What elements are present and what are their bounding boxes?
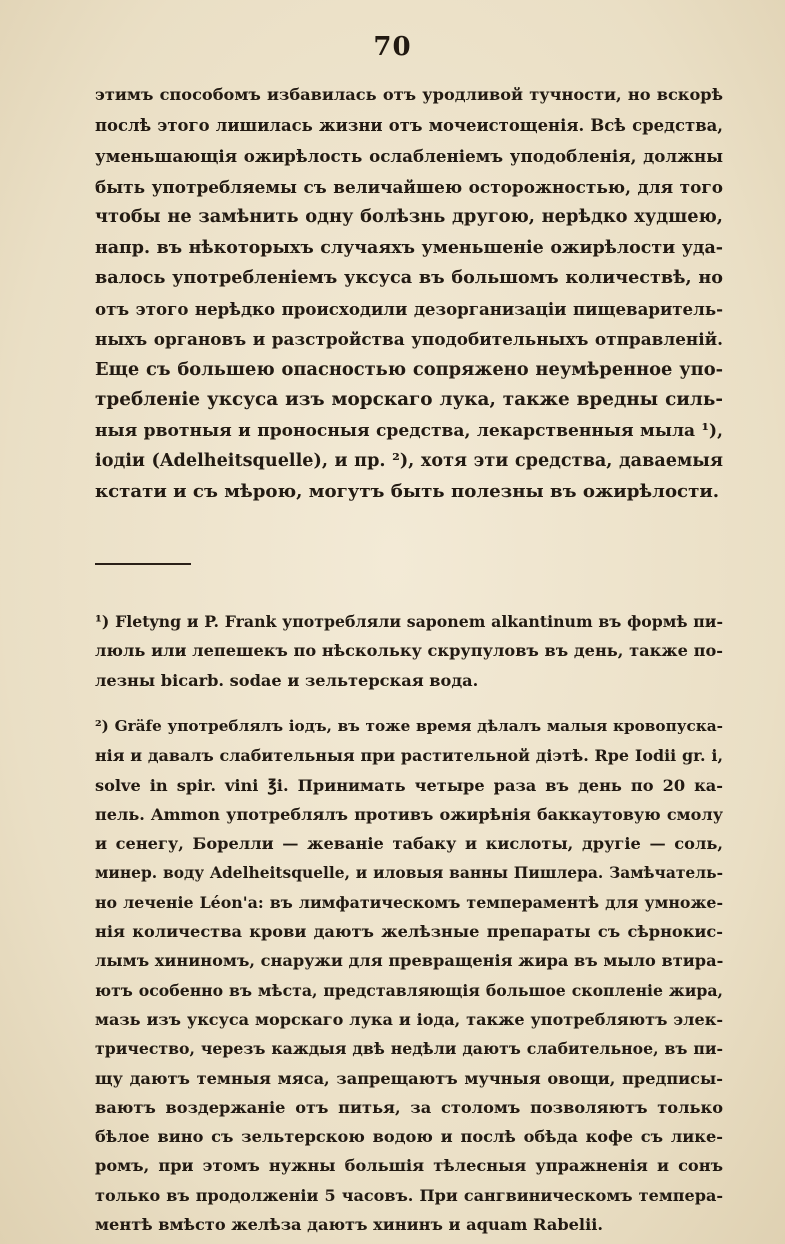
footnote-line: тричество, черезъ каждыя двѣ недѣли даютъ слабительное, въ пи- <box>95 1039 723 1059</box>
footnote-line: щу даютъ темныя мяса, запрещаютъ мучныя овощи, предписы- <box>95 1068 723 1088</box>
footnote-line: люль или лепешекъ по нѣскольку скрупуловъ въ день, также по- <box>95 641 723 661</box>
footnote-line: ментѣ вмѣсто желѣза даютъ хининъ и aquam Rabelii. <box>95 1215 604 1235</box>
text-line: іодіи (Adelheitsquelle), и пр. ²), хотя эти средства, даваемыя <box>95 450 723 471</box>
text-line: кстати и съ мѣрою, могутъ быть полезны въ ожирѣлости. <box>95 480 720 502</box>
page-number: 70 <box>373 32 412 62</box>
footnote-line: бѣлое вино съ зельтерскою водою и послѣ обѣда кофе съ лике- <box>95 1127 723 1147</box>
footnote-line: solve in spir. vini ℥i. Принимать четыре раза въ день по 20 ка- <box>95 775 723 795</box>
footnote-line: ромъ, при этомъ нужны большія тѣлесныя упражненія и сонъ <box>95 1156 723 1176</box>
text-line: напр. въ нѣкоторыхъ случаяхъ уменьшеніе ожирѣлости уда- <box>95 237 723 258</box>
text-line: быть употребляемы съ величайшею осторожностью, для того <box>95 176 723 197</box>
main-text <box>95 80 723 507</box>
footnote-line: ¹) Fletyng и P. Frank употребляли saponem alkantinum въ формѣ пи- <box>95 612 723 631</box>
text-line: этимъ способомъ избавилась отъ уродливой тучности, но вскорѣ <box>95 85 723 104</box>
footnote-line: ²) Gräfe употреблялъ іодъ, въ тоже время дѣлалъ малыя кровопуска- <box>95 717 723 735</box>
text-line: ныхъ органовъ и разстройства уподобительныхъ отправленій. <box>95 329 723 349</box>
text-line: отъ этого нерѣдко происходили дезорганизаціи пищеваритель- <box>95 298 723 319</box>
footnote-line: лымъ хининомъ, снаружи для превращенія жира въ мыло втира- <box>95 951 724 971</box>
footnote-line: и сенегу, Борелли — жеваніе табаку и кислоты, другіе — соль, <box>95 834 723 854</box>
text-line: требленіе уксуса изъ морскаго лука, также вредны силь- <box>95 389 723 410</box>
footnote-line: нія и давалъ слабительныя при растительной діэтѣ. Rpe Iodii gr. i, <box>95 746 723 766</box>
text-line: Еще съ большею опасностью сопряжено неумѣренное упо- <box>95 358 723 380</box>
text-line: ныя рвотныя и проносныя средства, лекарственныя мыла ¹), <box>95 420 723 441</box>
footnote-2 <box>95 712 723 1239</box>
text-line: валось употребленіемъ уксуса въ большомъ количествѣ, но <box>95 267 723 288</box>
footnote-line: только въ продолженіи 5 часовъ. При сангвиническомъ темпера- <box>95 1185 723 1205</box>
footnote-line: но леченіе Léon'а: въ лимфатическомъ темпераментѣ для умноже- <box>95 892 723 912</box>
footnote-line: минер. воду Adelheitsquelle, и иловыя ванны Пишлера. Замѣчатель- <box>95 863 723 883</box>
text-line: чтобы не замѣнить одну болѣзнь другою, нерѣдко худшею, <box>95 206 723 227</box>
footnote-line: нія количества крови даютъ желѣзные препараты съ сѣрнокис- <box>95 922 723 942</box>
text-line: послѣ этого лишилась жизни отъ мочеистощенія. Всѣ средства, <box>95 115 723 135</box>
footnote-line: мазь изъ уксуса морскаго лука и іода, также употребляютъ элек- <box>95 1009 723 1029</box>
text-line: уменьшающія ожирѣлость ослабленіемъ уподобленія, должны <box>95 146 723 166</box>
footnote-line: ютъ особенно въ мѣста, представляющія большое скопленіе жира, <box>95 980 723 1000</box>
footnote-line: пель. Ammon употреблялъ противъ ожирѣнія баккаутовую смолу <box>95 804 723 824</box>
footnote-1 <box>95 607 723 695</box>
footnote-separator <box>95 563 191 565</box>
footnote-line: ваютъ воздержаніе отъ питья, за столомъ позволяютъ только <box>95 1097 723 1117</box>
footnote-line: лезны bicarb. sodae и зельтерская вода. <box>95 670 479 690</box>
